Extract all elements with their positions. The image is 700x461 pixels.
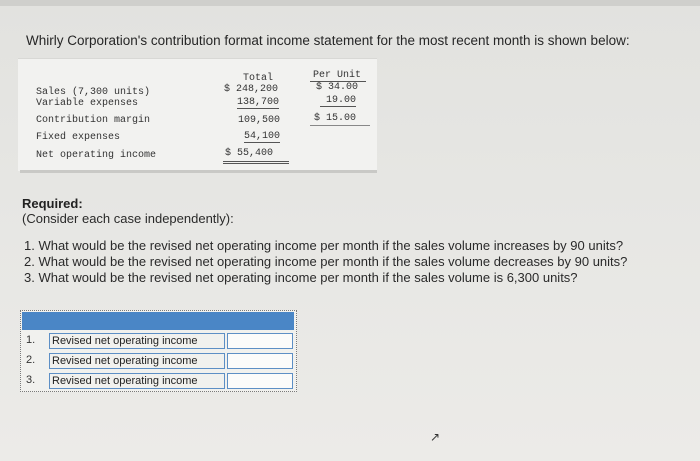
question-3: 3. What would be the revised net operating income per month if the sales volume is 6,300 units?	[24, 270, 578, 285]
row-per-unit-sales: $ 34.00	[316, 82, 359, 93]
row-label-fixed: Fixed expenses	[36, 132, 121, 143]
answer-input-2[interactable]	[227, 353, 293, 369]
answer-row-3	[21, 371, 296, 391]
col-header-per-unit: Per Unit	[313, 70, 362, 81]
col-header-total: Total	[243, 73, 274, 84]
row-total-fixed: 54,100	[244, 131, 281, 142]
row-label-net-operating: Net operating income	[36, 150, 157, 161]
row-per-unit-variable: 19.00	[320, 95, 356, 107]
row-label-variable: Variable expenses	[36, 98, 139, 109]
required-heading: Required:	[22, 196, 83, 211]
intro-text: Whirly Corporation's contribution format income statement for the most recent month is shown below:	[26, 33, 630, 48]
consider-text: (Consider each case independently):	[22, 211, 234, 226]
answer-num-3: 3.	[26, 374, 36, 386]
question-1: 1. What would be the revised net operating income per month if the sales volume increases by 90 units?	[24, 238, 624, 253]
answer-label-3: Revised net operating income	[49, 373, 225, 389]
income-statement	[18, 58, 377, 171]
answer-row-1	[21, 331, 296, 351]
row-per-unit-contribution: $ 15.00	[314, 113, 357, 124]
answer-label-2: Revised net operating income	[49, 353, 225, 369]
answer-num-2: 2.	[26, 354, 36, 366]
answer-num-1: 1.	[26, 334, 36, 346]
row-label-contribution: Contribution margin	[36, 115, 151, 126]
answer-row-2	[21, 351, 296, 371]
answer-input-1[interactable]	[227, 333, 293, 349]
row-total-variable: 138,700	[237, 97, 280, 108]
answer-label-1: Revised net operating income	[49, 333, 225, 349]
answer-table	[20, 310, 297, 392]
answer-input-3[interactable]	[227, 373, 293, 389]
statement-bottom-rule	[20, 170, 377, 173]
page-top-edge	[0, 0, 700, 6]
row-label-sales: Sales (7,300 units)	[36, 87, 151, 98]
mouse-cursor-icon: ↗	[430, 430, 441, 444]
net-operating-double-rule	[223, 161, 289, 164]
question-2: 2. What would be the revised net operating income per month if the sales volume decreases by 90 units?	[24, 254, 628, 269]
question-list	[24, 238, 627, 286]
contribution-rule	[310, 125, 370, 126]
row-total-sales: $ 248,200	[224, 84, 279, 95]
answer-table-header	[22, 312, 294, 330]
row-total-net-operating: $ 55,400	[225, 148, 274, 159]
row-total-contribution: 109,500	[238, 115, 281, 126]
